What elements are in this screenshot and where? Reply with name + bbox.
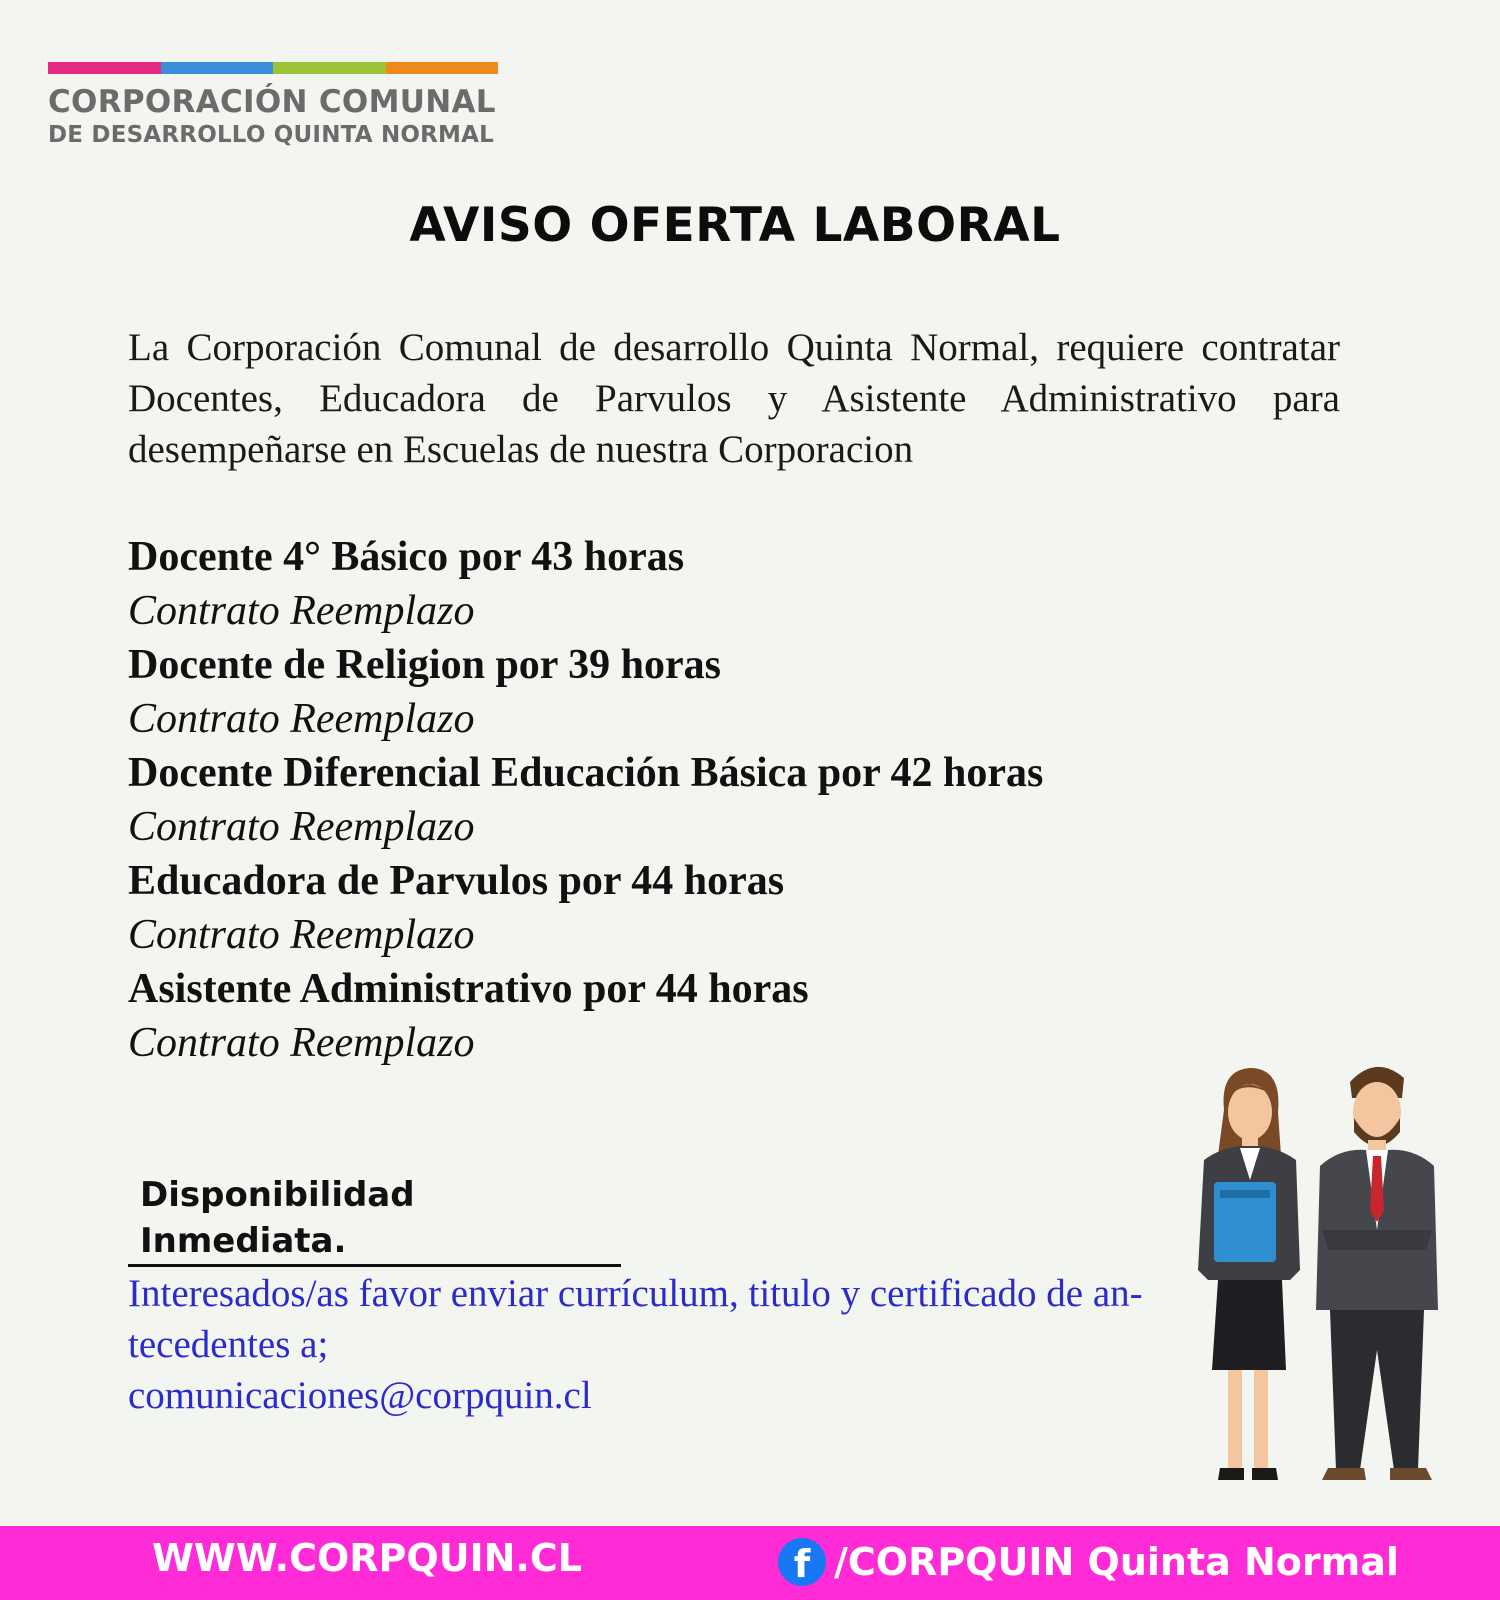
facebook-handle[interactable]: /CORPQUIN Quinta Normal: [834, 1540, 1399, 1584]
footer-bar: [0, 1526, 1500, 1600]
contact-info: [128, 1268, 1318, 1421]
logo-bar-blue: [161, 62, 274, 74]
job-contract-type: Contrato Reemplazo: [128, 912, 475, 958]
job-title: Docente Diferencial Educación Básica por 42 horas: [128, 750, 1044, 796]
job-title: Asistente Administrativo por 44 horas: [128, 966, 809, 1012]
intro-paragraph: La Corporación Comunal de desarrollo Quinta Normal, requiere contratar Docentes, Educadora de Parvulos y Asistente Administrativo para desempeñarse en Escuelas de nuestra Corporacion: [128, 326, 1340, 471]
availability-notice: Disponibilidad Inmediata.: [128, 1172, 621, 1267]
facebook-icon[interactable]: f: [778, 1538, 826, 1586]
business-people-illustration: [1190, 1060, 1480, 1530]
logo-bar-orange: [386, 62, 499, 74]
job-contract-type: Contrato Reemplazo: [128, 696, 475, 742]
contact-email[interactable]: comunicaciones@corpquin.cl: [128, 1374, 592, 1417]
man-figure: [1316, 1067, 1438, 1480]
woman-figure: [1198, 1068, 1300, 1480]
job-list: [128, 530, 1328, 1070]
footer-facebook-link[interactable]: [778, 1538, 1399, 1586]
logo-color-bar: [48, 62, 498, 74]
page-title: AVISO OFERTA LABORAL: [409, 198, 1061, 253]
contact-line2: tecedentes a;: [128, 1323, 329, 1366]
footer-website-link[interactable]: WWW.CORPQUIN.CL: [152, 1536, 583, 1580]
job-title: Educadora de Parvulos por 44 horas: [128, 858, 785, 904]
job-contract-type: Contrato Reemplazo: [128, 804, 475, 850]
job-title: Docente de Religion por 39 horas: [128, 642, 722, 688]
job-title: Docente 4° Básico por 43 horas: [128, 534, 685, 580]
logo: [48, 62, 498, 148]
job-contract-type: Contrato Reemplazo: [128, 1020, 475, 1066]
logo-line1: CORPORACIÓN COMUNAL: [48, 84, 496, 120]
contact-line1: Interesados/as favor enviar currículum, titulo y certificado de an-: [128, 1272, 1143, 1315]
logo-bar-green: [273, 62, 386, 74]
job-contract-type: Contrato Reemplazo: [128, 588, 475, 634]
logo-line2: DE DESARROLLO QUINTA NORMAL: [48, 122, 495, 148]
logo-bar-pink: [48, 62, 161, 74]
